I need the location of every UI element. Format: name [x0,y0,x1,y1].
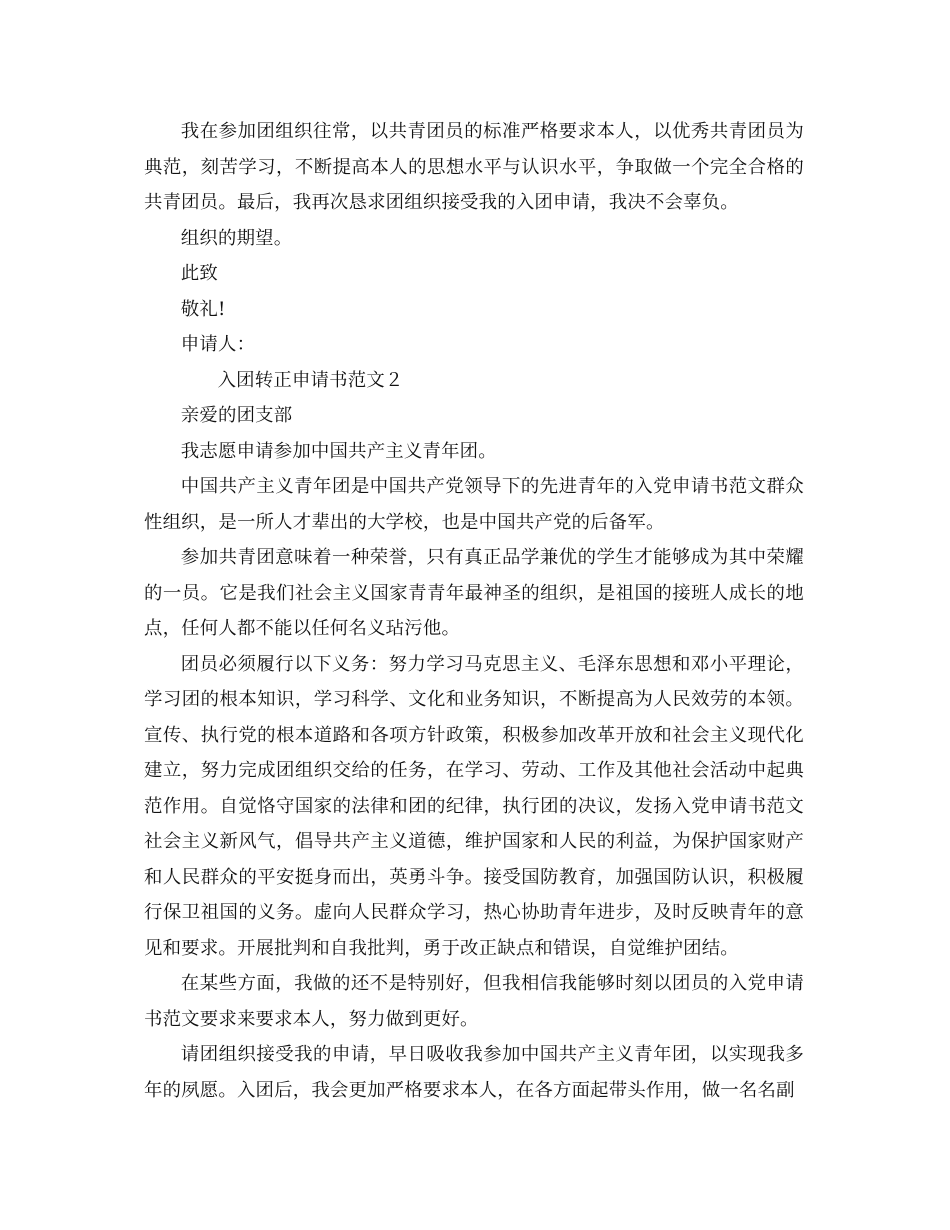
paragraph-expectation: 组织的期望。 [180,227,293,249]
paragraph-intent: 我志愿申请参加中国共产主义青年团。 [180,440,497,462]
paragraph-league-intro: 中国共产主义青年团是中国共产党领导下的先进青年的入党申请书范文群众性组织，是一所人才辈出的大学校，也是中国共产党的后备军。 [144,476,804,533]
paragraph-duties: 团员必须履行以下义务：努力学习马克思主义、毛泽东思想和邓小平理论，学习团的根本知识，学习科学、文化和业务知识，不断提高为人民效劳的本领。宣传、执行党的根本道路和各项方针政策，积极参加改革开放和社会主义现代化建立，努力完成团组织交给的任务，在学习、劳动、工作及其他社会活动中起典范作用。自觉恪守国家的法律和团的纪律，执行团的决议，发扬入党申请书范文社会主义新风气，倡导共产主义道德，维护国家和人民的利益，为保护国家财产和人民群众的平安挺身而出，英勇斗争。接受国防教育，加强国防认识，积极履行保卫祖国的义务。虚向人民群众学习，热心协助青年进步，及时反映青年的意见和要求。开展批判和自我批判，勇于改正缺点和错误，自觉维护团结。 [144,653,804,959]
closing-jingli: 敬礼! [180,298,226,320]
paragraph-request: 请团组织接受我的申请，早日吸收我参加中国共产主义青年团，以实现我多年的夙愿。入团后，我会更加严格要求本人，在各方面起带头作用，做一名名副 [144,1044,804,1101]
document-body [144,114,804,1108]
closing-cizhi: 此致 [180,263,218,284]
paragraph-honor: 参加共青团意味着一种荣誉，只有真正品学兼优的学生才能够成为其中荣耀的一员。它是我们社会主义国家青青年最神圣的组织，是祖国的接班人成长的地点，任何人都不能以任何名义玷污他。 [144,547,804,639]
salutation: 亲爱的团支部 [180,405,293,426]
applicant-label: 申请人： [180,334,256,355]
section-title: 入团转正申请书范文２ [217,369,404,391]
paragraph-self-assessment: 在某些方面，我做的还不是特别好，但我相信我能够时刻以团员的入党申请书范文要求来要求本人，努力做到更好。 [144,973,804,1030]
paragraph-commitment: 我在参加团组织往常，以共青团员的标准严格要求本人，以优秀共青团员为典范，刻苦学习，不断提高本人的思想水平与认识水平，争取做一个完全合格的共青团员。最后，我再次恳求团组织接受我的入团申请，我决不会辜负。 [144,121,804,213]
